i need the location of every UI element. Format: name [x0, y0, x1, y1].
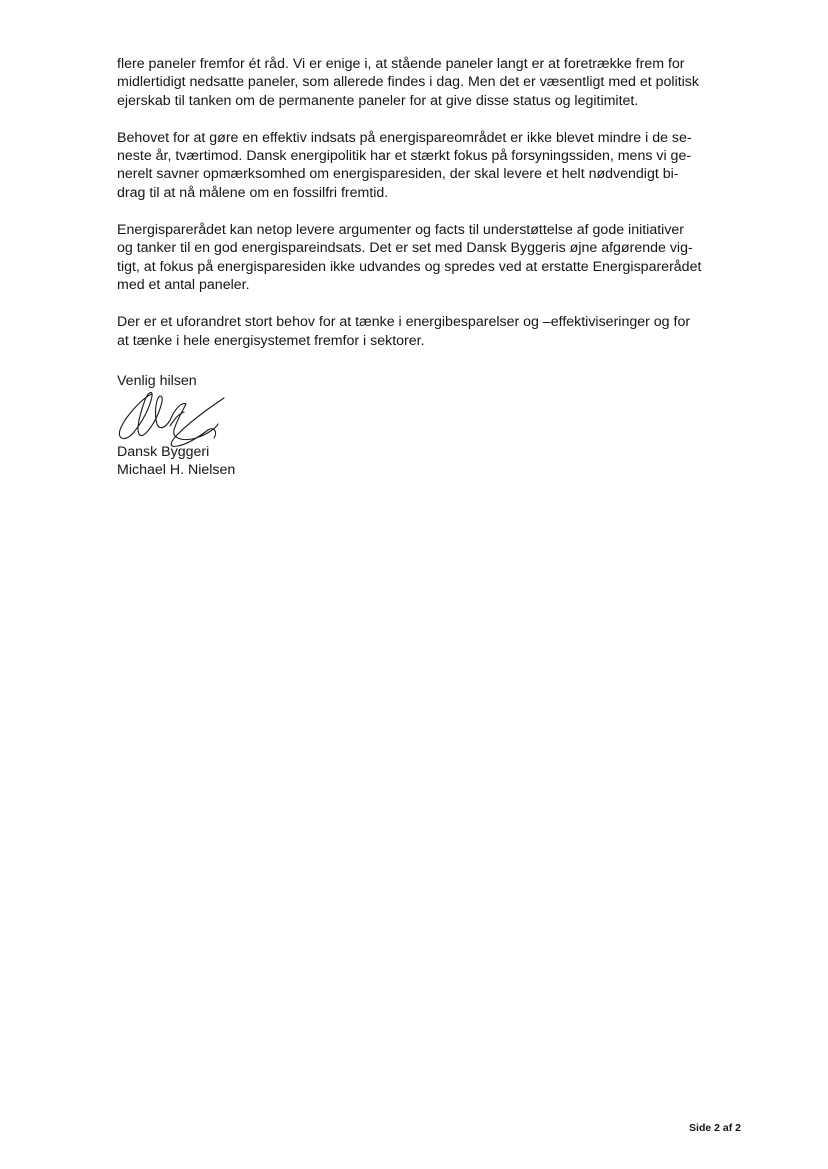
paragraph [117, 313, 742, 350]
text-line: at tænke i hele energisystemet fremfor i sektorer. [117, 332, 425, 349]
text-line: neste år, tværtimod. Dansk energipolitik har et stærkt fokus på forsyningssiden, mens vi ge- [117, 148, 692, 165]
sender-block [117, 443, 235, 480]
text-line: drag til at nå målene om en fossilfri fremtid. [117, 184, 389, 201]
sender-name: Michael H. Nielsen [117, 462, 236, 479]
text-line: ejerskab til tanken om de permanente paneler for at give disse status og legitimitet. [117, 92, 639, 109]
paragraph [117, 55, 742, 110]
paragraph [117, 221, 742, 294]
text-line: med et antal paneler. [117, 276, 250, 293]
closing-greeting: Venlig hilsen [117, 373, 197, 389]
sender-organization: Dansk Byggeri [117, 444, 210, 460]
text-line: flere paneler fremfor ét råd. Vi er enige i, at stående paneler langt er at foretrække frem for [117, 56, 685, 72]
paragraph [117, 129, 742, 202]
letter-body [117, 55, 742, 369]
page-number: Side 2 af 2 [689, 1122, 741, 1134]
text-line: og tanker til en god energispareindsats. Det er set med Dansk Byggeris øjne afgørende vig- [117, 240, 693, 257]
text-line: tigt, at fokus på energisparesiden ikke udvandes og spredes ved at erstatte Energisparerådet [117, 258, 702, 275]
text-line: nerelt savner opmærksomhed om energisparesiden, der skal levere et helt nødvendigt bi- [117, 166, 679, 183]
text-line: Energisparerådet kan netop levere argumenter og facts til understøttelse af gode initiativer [117, 222, 685, 239]
text-line: midlertidigt nedsatte paneler, som allerede findes i dag. Men det er væsentligt med et politisk [117, 74, 699, 91]
text-line: Der er et uforandret stort behov for at tænke i energibesparelser og –effektiviseringer og for [117, 314, 691, 331]
text-line: Behovet for at gøre en effektiv indsats på energispareområdet er ikke blevet mindre i de se- [117, 129, 692, 146]
